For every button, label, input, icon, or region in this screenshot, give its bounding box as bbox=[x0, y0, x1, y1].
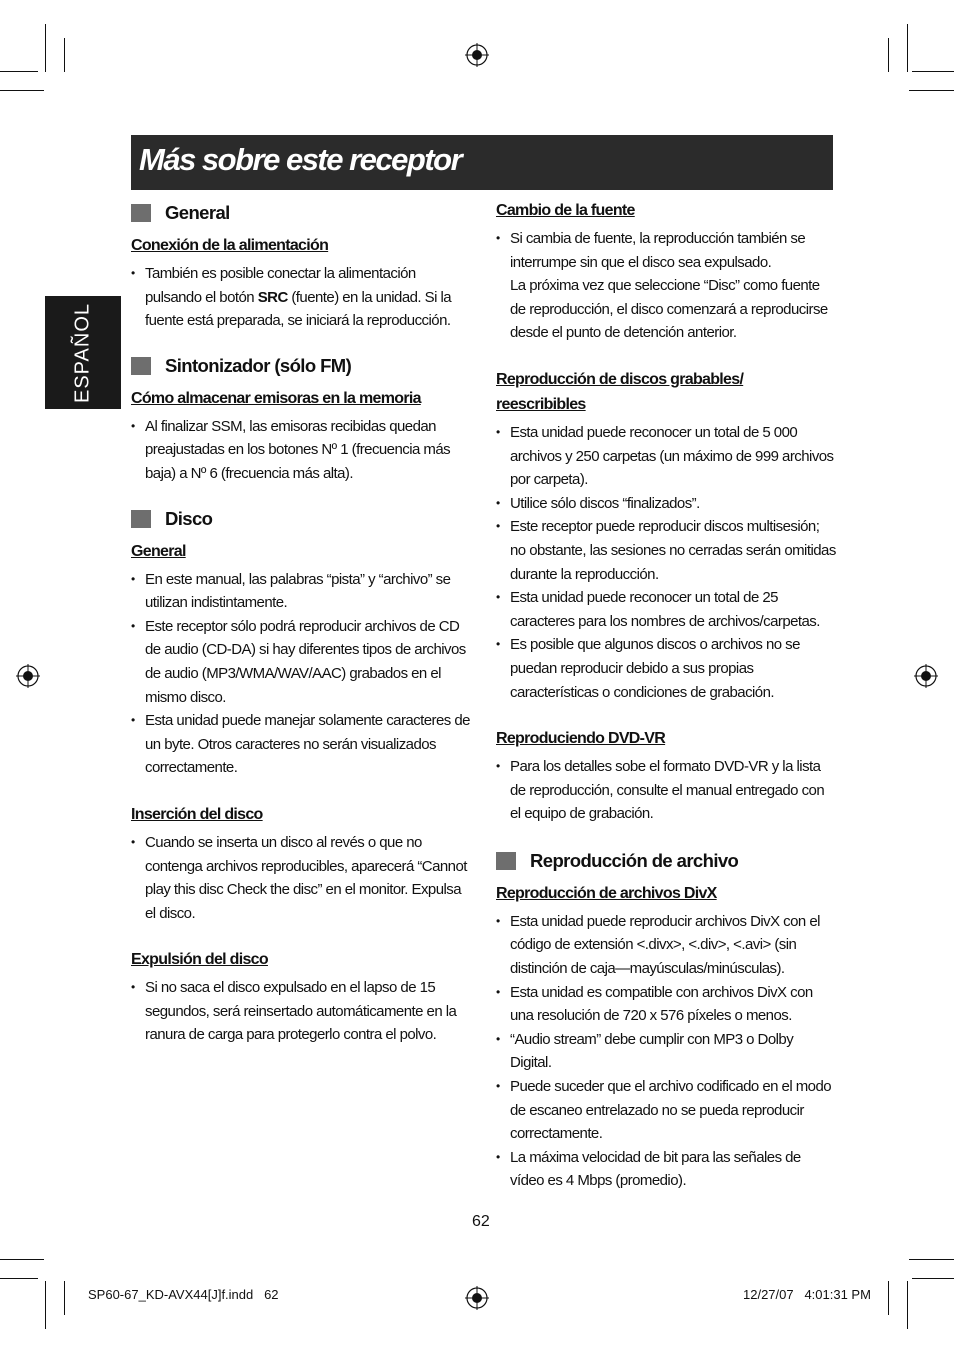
registration-mark-icon bbox=[465, 1286, 489, 1310]
section-square-icon bbox=[131, 357, 151, 375]
bullet-list bbox=[496, 755, 836, 826]
section-title-file-playback: Reproducción de archivo bbox=[530, 849, 739, 871]
section-tuner bbox=[131, 355, 471, 377]
language-tab bbox=[45, 296, 121, 409]
bullet-list bbox=[131, 568, 471, 780]
subhead-disc-general: General bbox=[131, 542, 186, 560]
crop-mark bbox=[0, 71, 38, 72]
subhead-ejection: Expulsión del disco bbox=[131, 951, 268, 969]
registration-mark-icon bbox=[914, 664, 938, 688]
src-button-label: SRC bbox=[257, 288, 288, 306]
crop-mark bbox=[45, 1281, 46, 1329]
connection-text-a: También es posible conectar la alimentación pulsando el botón bbox=[145, 265, 416, 306]
list-item: • Este receptor sólo podrá reproducir archivos de CD de audio (CD-DA) si hay diferentes tipos de archivos de audio (MP3/WMA/WAV/AAC) grabados en el mismo disco. bbox=[131, 615, 471, 709]
crop-mark bbox=[45, 24, 46, 72]
bullet-list bbox=[496, 910, 836, 1193]
list-item: • Es posible que algunos discos o archivos no se puedan reproducir debido a sus propias características o condiciones de grabación. bbox=[496, 633, 836, 704]
subhead-divx: Reproducción de archivos DivX bbox=[496, 884, 717, 902]
crop-mark bbox=[907, 1281, 908, 1329]
section-general bbox=[131, 202, 471, 224]
list-item bbox=[496, 227, 836, 345]
crop-mark bbox=[64, 38, 65, 72]
subhead-dvdvr: Reproduciendo DVD-VR bbox=[496, 730, 666, 748]
registration-mark-icon bbox=[16, 664, 40, 688]
crop-mark bbox=[888, 1281, 889, 1315]
subhead-recordable: Reproducción de discos grabables/ reescribibles bbox=[496, 370, 744, 413]
list-item: • La máxima velocidad de bit para las señales de vídeo es 4 Mbps (promedio). bbox=[496, 1146, 836, 1193]
section-square-icon bbox=[496, 852, 516, 870]
crop-mark bbox=[909, 90, 954, 91]
left-column bbox=[131, 198, 471, 1047]
bullet-list bbox=[131, 415, 471, 486]
list-item: • Este receptor puede reproducir discos multisesión; no obstante, las sesiones no cerradas serán omitidas durante la reproducción. bbox=[496, 515, 836, 586]
crop-mark bbox=[0, 1259, 44, 1260]
crop-mark bbox=[0, 90, 44, 91]
subhead-source-change: Cambio de la fuente bbox=[496, 202, 635, 219]
source-change-text-2: La próxima vez que seleccione “Disc” como fuente de reproducción, el disco comenzará a reproducirse desde el punto de detención anterior. bbox=[510, 277, 828, 342]
source-change-text-1: • Si cambia de fuente, la reproducción también se interrumpe sin que el disco sea expulsado. bbox=[510, 230, 806, 271]
language-tab-label: ESPAÑOL bbox=[71, 302, 94, 403]
list-item: • Esta unidad puede reconocer un total de 25 caracteres para los nombres de archivos/carpetas. bbox=[496, 586, 836, 633]
section-square-icon bbox=[131, 204, 151, 222]
list-item: • Al finalizar SSM, las emisoras recibidas quedan preajustadas en los botones Nº 1 (frecuencia más baja) a Nº 6 (frecuencia más alta). bbox=[131, 415, 471, 486]
list-item bbox=[131, 262, 471, 333]
list-item: • Para los detalles sobe el formato DVD-VR y la lista de reproducción, consulte el manual entregado con el equipo de grabación. bbox=[496, 755, 836, 826]
section-file-playback bbox=[496, 850, 836, 872]
file-info: SP60-67_KD-AVX44[J]f.indd 62 bbox=[88, 1287, 279, 1302]
list-item: • Esta unidad puede reconocer un total de 5 000 archivos y 250 carpetas (un máximo de 999 archivos por carpeta). bbox=[496, 421, 836, 492]
crop-mark bbox=[907, 24, 908, 72]
bullet-list bbox=[496, 421, 836, 704]
crop-mark bbox=[64, 1281, 65, 1315]
bullet-list bbox=[131, 831, 471, 925]
list-item: • Cuando se inserta un disco al revés o que no contenga archivos reproducibles, aparecerá “Cannot play this disc Check the disc” en el monitor. Expulsa el disco. bbox=[131, 831, 471, 925]
section-disc bbox=[131, 508, 471, 530]
crop-mark bbox=[912, 1278, 954, 1279]
list-item: • Esta unidad puede manejar solamente caracteres de un byte. Otros caracteres no serán visualizados correctamente. bbox=[131, 709, 471, 780]
title-bar bbox=[131, 135, 833, 190]
list-item: • En este manual, las palabras “pista” y “archivo” se utilizan indistintamente. bbox=[131, 568, 471, 615]
section-title-disc: Disco bbox=[165, 507, 213, 529]
list-item: • Si no saca el disco expulsado en el lapso de 15 segundos, será reinsertado automáticamente en la ranura de carga para protegerlo contra el polvo. bbox=[131, 976, 471, 1047]
crop-mark bbox=[912, 71, 954, 72]
bullet-list bbox=[496, 227, 836, 345]
page-title: Más sobre este receptor bbox=[139, 142, 462, 177]
timestamp: 12/27/07 4:01:31 PM bbox=[743, 1287, 871, 1302]
list-item: • Esta unidad puede reproducir archivos DivX con el código de extensión <.divx>, <.div>, <.avi> (sin distinción de caja—mayúsculas/minúsculas). bbox=[496, 910, 836, 981]
crop-mark bbox=[888, 38, 889, 72]
registration-mark-icon bbox=[465, 43, 489, 67]
list-item: • “Audio stream” debe cumplir con MP3 o Dolby Digital. bbox=[496, 1028, 836, 1075]
subhead-insertion: Inserción del disco bbox=[131, 805, 263, 823]
list-item: • Puede suceder que el archivo codificado en el modo de escaneo entrelazado no se pueda reproducir correctamente. bbox=[496, 1075, 836, 1146]
right-column bbox=[496, 198, 836, 1193]
crop-mark bbox=[909, 1259, 954, 1260]
list-item: • Utilice sólo discos “finalizados”. bbox=[496, 492, 836, 516]
section-title-tuner: Sintonizador (sólo FM) bbox=[165, 354, 352, 376]
section-title-general: General bbox=[165, 202, 230, 223]
bullet-list bbox=[131, 262, 471, 333]
subhead-memory: Cómo almacenar emisoras en la memoria bbox=[131, 389, 421, 407]
list-item: • Esta unidad es compatible con archivos DivX con una resolución de 720 x 576 píxeles o menos. bbox=[496, 981, 836, 1028]
bullet-list bbox=[131, 976, 471, 1047]
section-square-icon bbox=[131, 510, 151, 528]
page-number: 62 bbox=[472, 1213, 490, 1230]
connection-text-b: (fuente) en la unidad. Si la fuente está preparada, se iniciará la reproducción. bbox=[145, 288, 452, 330]
subhead-connection: Conexión de la alimentación bbox=[131, 237, 329, 254]
crop-mark bbox=[0, 1278, 38, 1279]
